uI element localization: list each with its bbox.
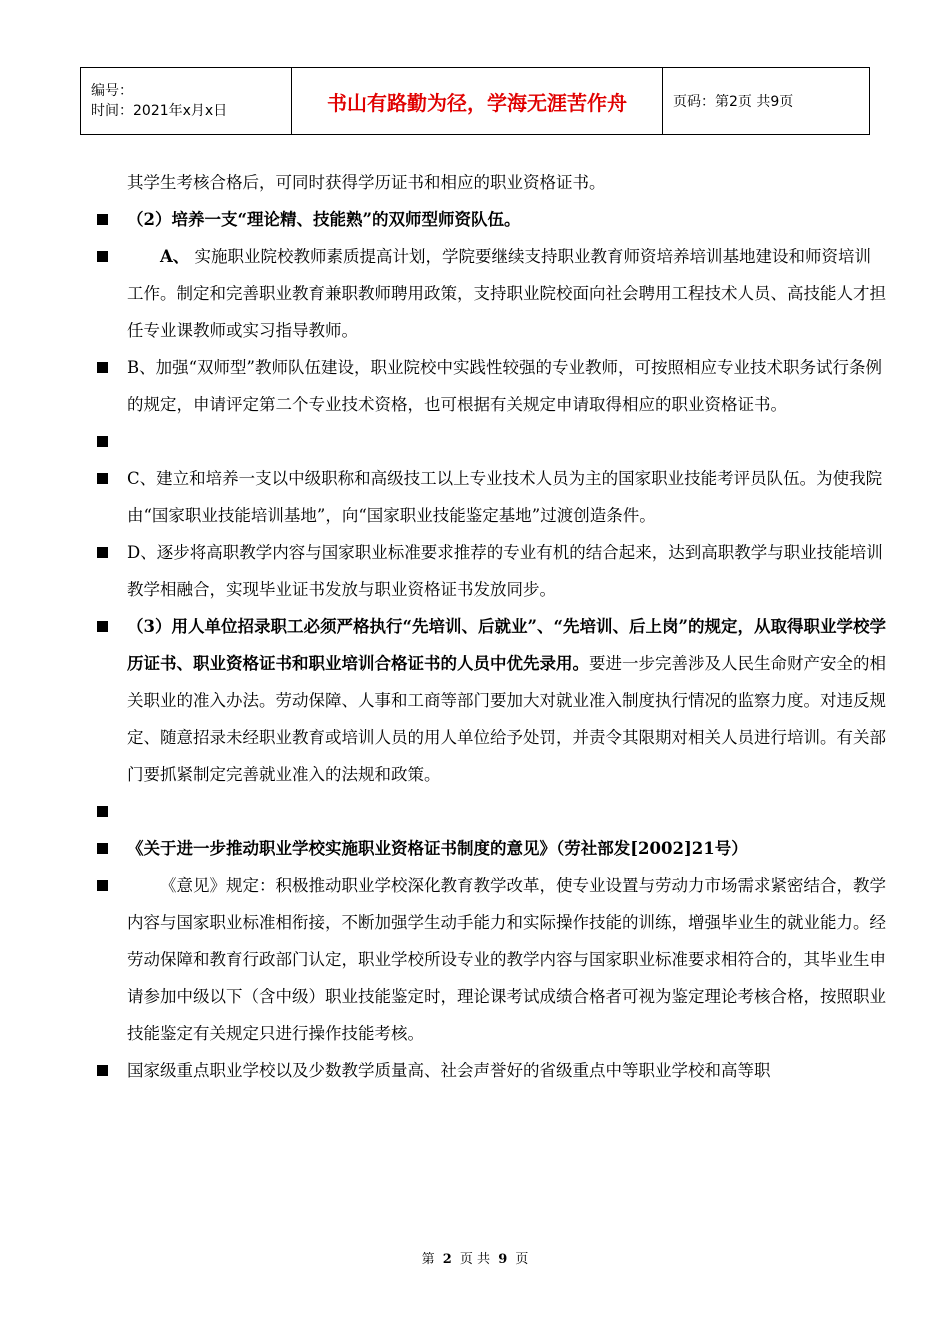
section-heading: （2）培养一支“理论精、技能熟”的双师型师资队伍。 bbox=[127, 210, 521, 229]
bullet-icon bbox=[97, 1065, 108, 1076]
header-page-info: 页码：第2页 共9页 bbox=[663, 68, 870, 135]
footer-prefix: 第 bbox=[421, 1252, 435, 1267]
paragraph-text: 实施职业院校教师素质提高计划，学院要继续支持职业教育师资培养培训基地建设和师资培训工作。制定和完善职业教育兼职教师聘用政策，支持职业院校面向社会聘用工程技术人员、高技能人才担任专业课教师或实习指导教师。 bbox=[127, 247, 886, 340]
document-title-reference: 《关于进一步推动职业学校实施职业资格证书制度的意见》（劳社部发[2002]21号） bbox=[127, 839, 748, 858]
paragraph bbox=[97, 164, 887, 201]
footer-middle: 页 共 bbox=[459, 1252, 491, 1267]
paragraph-text: C、建立和培养一支以中级职称和高级技工以上专业技术人员为主的国家职业技能考评员队伍。为使我院由“国家职业技能培训基地”，向“国家职业技能鉴定基地”过渡创造条件。 bbox=[127, 469, 883, 525]
section-heading: （3）用人单位招录职工必须严格执行“先培训、后就业”、“先培训、后上岗”的规定，从取得职业学校学历证书、职业资格证书和职业培训合格证书的人员中优先录用。 bbox=[127, 617, 886, 673]
paragraph-text: 要进一步完善涉及人民生命财产安全的相关职业的准入办法。劳动保障、人事和工商等部门要加大对就业准入制度执行情况的监察力度。对违反规定、随意招录未经职业教育或培训人员的用人单位给予处罚，并责令其限期对相关人员进行培训。有关部门要抓紧制定完善就业准入的法规和政策。 bbox=[127, 654, 886, 784]
paragraph bbox=[97, 201, 887, 238]
bullet-icon bbox=[97, 621, 108, 632]
header-meta bbox=[81, 68, 292, 135]
item-letter: A、 bbox=[160, 247, 190, 266]
header-motto: 书山有路勤为径，学海无涯苦作舟 bbox=[292, 68, 663, 135]
document-body bbox=[97, 164, 887, 1089]
page-footer bbox=[0, 1248, 950, 1267]
paragraph bbox=[97, 349, 887, 423]
paragraph bbox=[97, 867, 887, 1052]
document-header bbox=[80, 67, 870, 135]
empty-paragraph bbox=[97, 793, 887, 830]
paragraph-text: 国家级重点职业学校以及少数教学质量高、社会声誉好的省级重点中等职业学校和高等职 bbox=[127, 1061, 771, 1080]
footer-page-number: 2 bbox=[442, 1252, 452, 1267]
bullet-icon bbox=[97, 436, 108, 447]
bullet-icon bbox=[97, 362, 108, 373]
bullet-icon bbox=[97, 806, 108, 817]
paragraph bbox=[97, 830, 887, 867]
footer-total-pages: 9 bbox=[498, 1252, 508, 1267]
paragraph bbox=[97, 1052, 887, 1089]
document-time: 时间：2021年x月x日 bbox=[91, 103, 228, 119]
paragraph-text: D、逐步将高职教学内容与国家职业标准要求推荐的专业有机的结合起来，达到高职教学与职业技能培训教学相融合，实现毕业证书发放与职业资格证书发放同步。 bbox=[127, 543, 883, 599]
paragraph-text: B、加强“双师型”教师队伍建设，职业院校中实践性较强的专业教师，可按照相应专业技术职务试行条例的规定，申请评定第二个专业技术资格，也可根据有关规定申请取得相应的职业资格证书。 bbox=[127, 358, 882, 414]
document-number-label: 编号： bbox=[91, 83, 133, 99]
footer-suffix: 页 bbox=[515, 1252, 529, 1267]
bullet-icon bbox=[97, 547, 108, 558]
empty-paragraph bbox=[97, 423, 887, 460]
bullet-icon bbox=[97, 880, 108, 891]
paragraph bbox=[97, 608, 887, 793]
paragraph bbox=[97, 534, 887, 608]
paragraph bbox=[97, 238, 887, 349]
paragraph-text: 其学生考核合格后，可同时获得学历证书和相应的职业资格证书。 bbox=[127, 173, 606, 192]
paragraph bbox=[97, 460, 887, 534]
bullet-icon bbox=[97, 214, 108, 225]
bullet-icon bbox=[97, 473, 108, 484]
bullet-icon bbox=[97, 843, 108, 854]
paragraph-text: 《意见》规定：积极推动职业学校深化教育教学改革，使专业设置与劳动力市场需求紧密结合，教学内容与国家职业标准相衔接，不断加强学生动手能力和实际操作技能的训练，增强毕业生的就业能力。经劳动保障和教育行政部门认定，职业学校所设专业的教学内容与国家职业标准要求相符合的，其毕业生申请参加中级以下（含中级）职业技能鉴定时，理论课考试成绩合格者可视为鉴定理论考核合格，按照职业技能鉴定有关规定只进行操作技能考核。 bbox=[127, 876, 886, 1043]
bullet-icon bbox=[97, 251, 108, 262]
